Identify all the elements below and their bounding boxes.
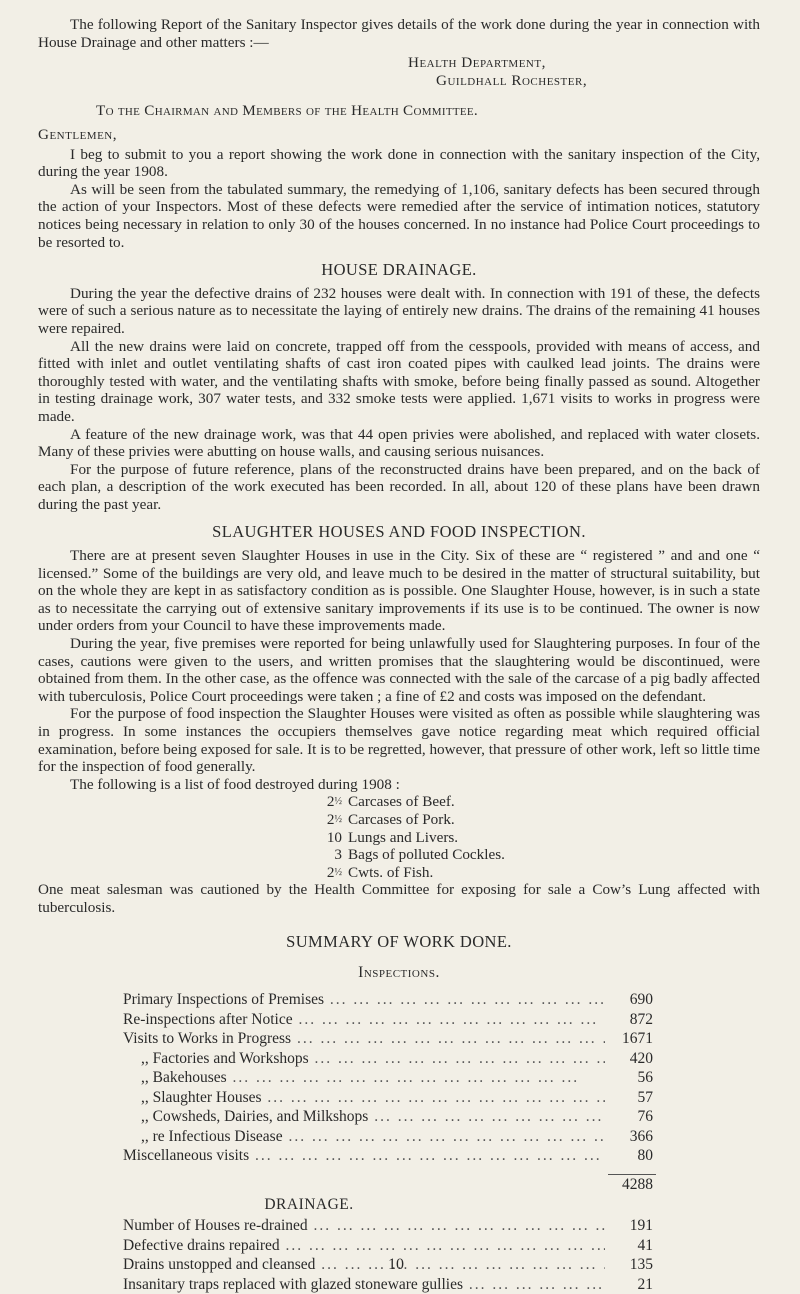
table-row: [123, 1049, 653, 1069]
table-row: [123, 1029, 653, 1049]
row-value: 21: [637, 1275, 653, 1293]
section-heading-drainage: HOUSE DRAINAGE.: [321, 260, 477, 280]
drainage-paragraph: A feature of the new drainage work, was that 44 open privies were abolished, and replaced with water closets. Many of these privies were abutting on house walls, and causing serious nuisances.: [38, 425, 760, 461]
row-label: Primary Inspections of Premises ...: [123, 990, 605, 1010]
drainage-table-heading: DRAINAGE.: [264, 1196, 354, 1214]
row-value: 56: [637, 1069, 653, 1087]
table-row: [123, 1127, 653, 1147]
row-value: 1671: [622, 1030, 653, 1048]
list-item: [322, 829, 760, 847]
address-line: Health Department,: [408, 54, 546, 71]
meat-note: One meat salesman was cautioned by the Health Committee for exposing for sale a Cow’s Lung affected with tuberculosis.: [38, 881, 760, 916]
row-label: Re-inspections after Notice ...: [123, 1010, 605, 1030]
drainage-paragraph: All the new drains were laid on concrete, trapped off from the cesspools, provided with means of access, and fitted with inlet and outlet ventilating shafts of cast iron coated pipes with caulked lead joints. The drains were thoroughly tested with water, and the ventilating shafts with smoke, before being finally passed as sound. Altogether in testing drainage work, 307 water tests, and 332 smoke tests were applied. 1,671 visits to works in progress were made.: [38, 337, 760, 425]
list-item: [322, 846, 760, 864]
food-item: Carcases of Pork.: [348, 810, 455, 828]
food-frac: ½: [334, 813, 342, 825]
list-item: [322, 864, 760, 882]
slaughter-paragraph: There are at present seven Slaughter Houses in use in the City. Six of these are “ registered ” and and one “ licensed.” Some of the buildings are very old, and leave much to be desired in the matter of structural suitability, but on the whole they are kept in as satisfactory condition as is possible. One Slaughter House, however, is in such a state as to necessitate the carrying out of extensive sanitary improvements if its use is to be continued. The owner is now under orders from your Council to have these improvements made.: [38, 547, 760, 635]
row-label: Insanitary traps replaced with glazed stoneware gullies ...: [123, 1275, 605, 1294]
row-label: Defective drains repaired ...: [123, 1236, 605, 1256]
report-body: [38, 126, 760, 1294]
food-frac: ½: [334, 866, 342, 878]
list-item: [322, 811, 760, 829]
row-label: Drains unstopped and cleansed ...: [123, 1255, 605, 1275]
table-row: [123, 1275, 653, 1294]
opening-paragraph: As will be seen from the tabulated summary, the remedying of 1,106, sanitary defects has been secured through the action of your Inspectors. Most of these defects were remedied after the service of intimation notices, statutory notices being necessary in relation to only 30 of the houses concerned. In no instance had Police Court proceedings to be resorted to.: [38, 180, 760, 251]
food-qty: 2: [326, 793, 335, 811]
inspections-total: 4288: [622, 1175, 653, 1193]
food-item: Cwts. of Fish.: [348, 863, 434, 881]
addressee-line: To the Chairman and Members of the Health Committee.: [96, 102, 479, 119]
food-qty: 2: [326, 810, 335, 828]
row-value: 135: [629, 1256, 653, 1274]
row-value: 420: [629, 1049, 653, 1067]
table-row: [123, 1216, 653, 1236]
opening-paragraph: I beg to submit to you a report showing the work done in connection with the sanitary inspection of the City, during the year 1908.: [38, 145, 760, 181]
row-value: 41: [637, 1236, 653, 1254]
row-value: 80: [637, 1147, 653, 1165]
list-item: [322, 793, 760, 811]
row-value: 191: [629, 1217, 653, 1235]
table-row: [123, 1088, 653, 1108]
address-line: Guildhall Rochester,: [436, 72, 588, 89]
row-label: Miscellaneous visits ...: [123, 1146, 605, 1166]
slaughter-paragraph: For the purpose of food inspection the Slaughter Houses were visited as often as possible while slaughtering was in progress. In some instances the occupiers themselves gave notice regarding meat which required official examination, before being exposed for sale. It is to be regretted, however, that pressure of other work, left so little time for the inspection of food generally.: [38, 705, 760, 776]
table-row: [123, 1107, 653, 1127]
page-number: 10: [388, 1256, 404, 1273]
row-label: ,, Factories and Workshops ...: [123, 1049, 605, 1069]
food-item: Bags of polluted Cockles.: [348, 846, 505, 864]
salutation: Gentlemen,: [38, 126, 118, 143]
food-qty: 3: [334, 846, 342, 864]
row-value: 57: [637, 1088, 653, 1106]
food-qty: 2: [326, 863, 335, 881]
inspections-heading: Inspections.: [358, 964, 440, 982]
table-row: [123, 1010, 653, 1030]
food-item: Lungs and Livers.: [348, 828, 459, 846]
slaughter-paragraph: During the year, five premises were reported for being unlawfully used for Slaughtering purposes. In four of the cases, cautions were given to the users, and written promises that the slaughtering would be discontinued, were obtained from them. In the other case, as the offence was connected with the sale of the carcase of a pig badly affected with tuberculosis, Police Court proceedings were taken ; a fine of £2 and costs was imposed on the defendant.: [38, 635, 760, 705]
table-row: [123, 1146, 653, 1166]
food-item: Carcases of Beef.: [348, 793, 455, 811]
food-destroyed-list: [322, 793, 760, 881]
row-label: Visits to Works in Progress ...: [123, 1029, 605, 1049]
table-row: [123, 1068, 653, 1088]
drainage-paragraph: For the purpose of future reference, plans of the reconstructed drains have been prepared, and on the back of each plan, a description of the work executed has been recorded. In all, about 120 of these plans have been drawn during the past year.: [38, 460, 760, 513]
address-block: [408, 54, 587, 90]
food-frac: ½: [334, 796, 342, 808]
intro-paragraph: The following Report of the Sanitary Inspector gives details of the work done during the year in connection with House Drainage and other matters :—: [38, 16, 760, 51]
row-label: ,, Bakehouses ...: [123, 1068, 605, 1088]
row-value: 872: [629, 1010, 653, 1028]
inspections-table: [123, 990, 653, 1194]
table-row: [123, 1236, 653, 1256]
row-value: 690: [629, 991, 653, 1009]
section-heading-summary: SUMMARY OF WORK DONE.: [286, 931, 512, 951]
table-row: [123, 990, 653, 1010]
section-heading-slaughter: SLAUGHTER HOUSES AND FOOD INSPECTION.: [212, 522, 586, 542]
row-value: 76: [637, 1108, 653, 1126]
row-label: ,, Cowsheds, Dairies, and Milkshops ...: [123, 1107, 605, 1127]
food-qty: 10: [326, 828, 342, 846]
row-label: ,, Slaughter Houses ...: [123, 1088, 605, 1108]
row-label: Number of Houses re-drained ...: [123, 1216, 605, 1236]
slaughter-paragraph: The following is a list of food destroyed during 1908 :: [70, 775, 400, 793]
total-row: [123, 1175, 653, 1195]
drainage-paragraph: During the year the defective drains of 232 houses were dealt with. In connection with 191 of these, the defects were of such a serious nature as to necessitate the laying of entirely new drains. The drains of the remaining 41 houses were repaired.: [38, 284, 760, 337]
row-value: 366: [629, 1127, 653, 1145]
row-label: ,, re Infectious Disease ...: [123, 1127, 605, 1147]
